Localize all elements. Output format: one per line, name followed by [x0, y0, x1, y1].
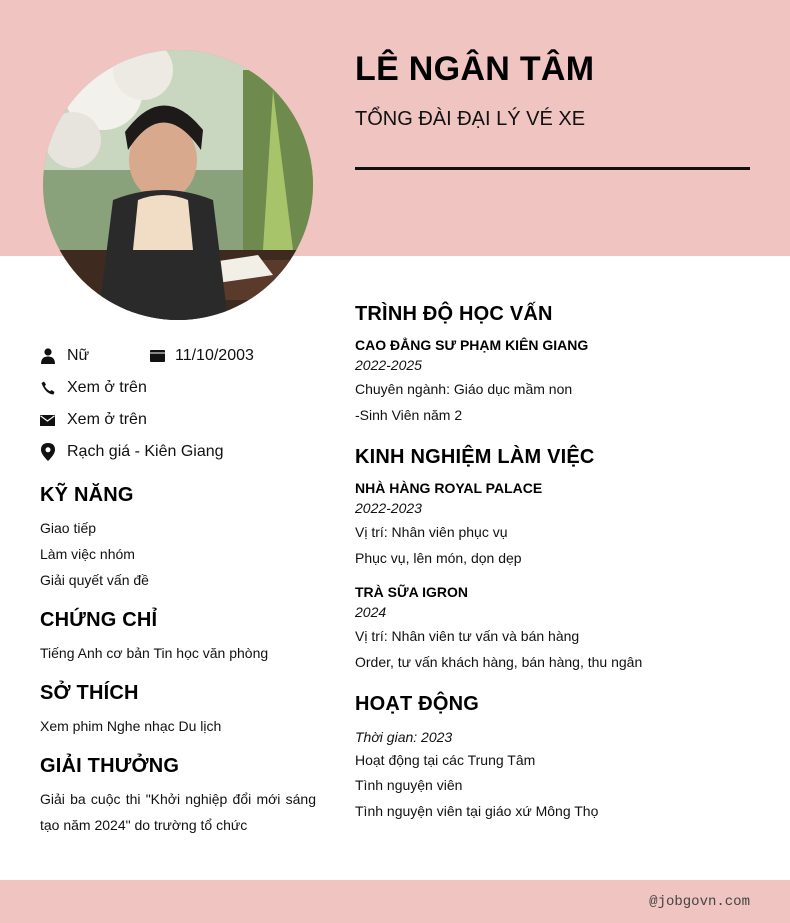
skill-item: Giải quyết vấn đề [40, 572, 149, 588]
activity-line: Hoạt động tại các Trung Tâm [355, 752, 536, 768]
gender-value: Nữ [67, 347, 90, 364]
education-title: TRÌNH ĐỘ HỌC VẤN [355, 303, 553, 325]
mail-icon [40, 412, 55, 428]
calendar-icon [150, 348, 165, 364]
hobbies-title: SỞ THÍCH [40, 682, 139, 704]
skills-title: KỸ NĂNG [40, 484, 134, 506]
phone-value: Xem ở trên [67, 379, 147, 396]
school-name: CAO ĐẲNG SƯ PHẠM KIÊN GIANG [355, 337, 589, 353]
job-period: 2024 [355, 604, 387, 620]
profile-photo [43, 50, 313, 320]
certificates-text: Tiếng Anh cơ bản Tin học văn phòng [40, 645, 269, 661]
job-position: Vị trí: Nhân viên phục vụ [355, 524, 508, 540]
activity-line: Tình nguyện viên [355, 777, 463, 793]
activities-period: Thời gian: 2023 [355, 729, 453, 745]
awards-title: GIẢI THƯỞNG [40, 755, 180, 777]
activities-title: HOẠT ĐỘNG [355, 693, 480, 715]
certificates-title: CHỨNG CHỈ [40, 609, 158, 631]
company-name: TRÀ SỮA IGRON [355, 584, 468, 600]
job-entry [355, 479, 750, 571]
education-section [355, 303, 750, 428]
person-icon [40, 348, 55, 364]
contact-row-email [40, 404, 316, 436]
contact-row-gender-dob [40, 340, 316, 372]
job-duties: Phục vụ, lên món, dọn dẹp [355, 550, 522, 566]
experience-title: KINH NGHIỆM LÀM VIỆC [355, 446, 595, 468]
awards-text: Giải ba cuộc thi "Khởi nghiệp đổi mới sáng tạo năm 2024" do trường tổ chức [40, 791, 316, 833]
address-value: Rạch giá - Kiên Giang [67, 443, 224, 460]
email-value: Xem ở trên [67, 411, 147, 428]
candidate-name: LÊ NGÂN TÂM [355, 50, 595, 88]
job-title: TỔNG ĐÀI ĐẠI LÝ VÉ XE [355, 108, 586, 130]
hobbies-text: Xem phim Nghe nhạc Du lịch [40, 718, 222, 734]
header-divider [355, 167, 750, 170]
education-period: 2022-2025 [355, 357, 422, 373]
job-position: Vị trí: Nhân viên tư vấn và bán hàng [355, 628, 580, 644]
skills-section [40, 484, 316, 593]
skill-item: Làm việc nhóm [40, 546, 135, 562]
contact-row-address [40, 436, 316, 468]
certificates-section [40, 609, 316, 666]
watermark-text: @jobgovn.com [649, 894, 750, 910]
job-entry [355, 583, 750, 675]
skills-list [40, 515, 316, 593]
awards-section [40, 755, 316, 838]
skill-item: Giao tiếp [40, 520, 97, 536]
activity-line: Tình nguyện viên tại giáo xứ Mông Thọ [355, 803, 599, 819]
education-note: -Sinh Viên năm 2 [355, 407, 463, 423]
phone-icon [40, 380, 55, 396]
experience-section [355, 446, 750, 675]
job-duties: Order, tư vấn khách hàng, bán hàng, thu ngân [355, 654, 643, 670]
left-column [40, 340, 316, 838]
education-major: Chuyên ngành: Giáo dục mầm non [355, 381, 573, 397]
company-name: NHÀ HÀNG ROYAL PALACE [355, 480, 543, 496]
hobbies-section [40, 682, 316, 739]
job-period: 2022-2023 [355, 500, 422, 516]
location-pin-icon [40, 444, 55, 460]
dob-value: 11/10/2003 [175, 347, 254, 364]
right-column [355, 303, 750, 842]
contact-row-phone [40, 372, 316, 404]
activities-section [355, 693, 750, 824]
